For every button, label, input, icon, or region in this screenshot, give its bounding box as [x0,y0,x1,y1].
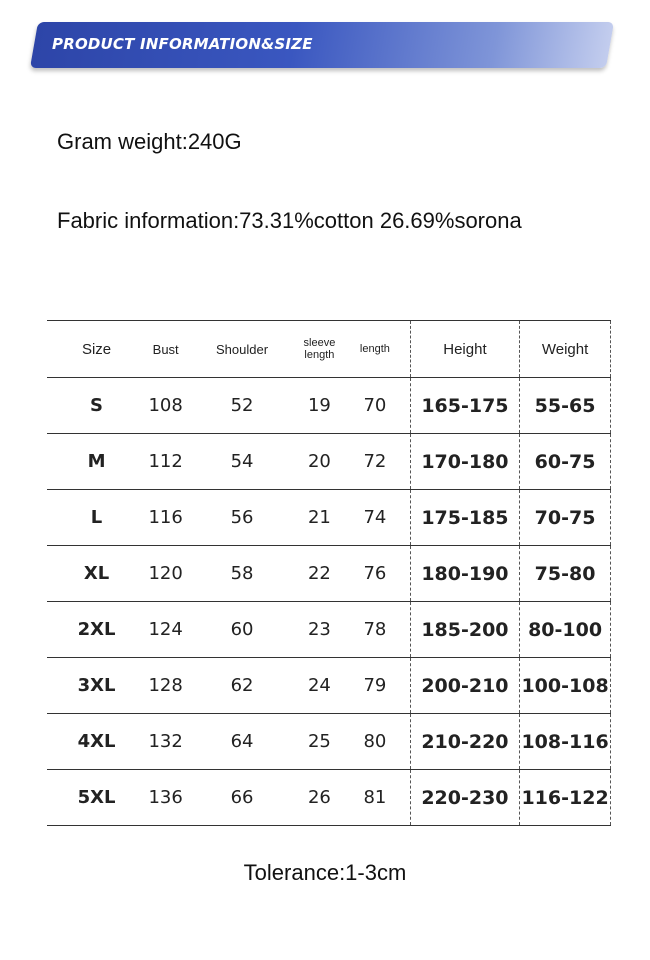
table-row [47,602,611,658]
cell-weight: 108-116 [520,714,611,770]
cell-sleeve-length: 22 [299,546,340,602]
header-bust: Bust [146,321,185,378]
header-height: Height [410,321,519,378]
size-table [47,320,611,826]
cell-sleeve-length: 25 [299,714,340,770]
cell-weight: 55-65 [520,378,611,434]
cell-sleeve-length: 23 [299,602,340,658]
fabric-info-text: Fabric information:73.31%cotton 26.69%sorona [57,208,522,233]
cell-length: 80 [340,714,410,770]
cell-size: 3XL [47,658,146,714]
cell-bust: 132 [146,714,185,770]
cell-shoulder: 52 [185,378,299,434]
cell-size: 5XL [47,770,146,826]
cell-bust: 120 [146,546,185,602]
cell-sleeve-length: 19 [299,378,340,434]
table-row [47,714,611,770]
cell-bust: 112 [146,434,185,490]
cell-shoulder: 56 [185,490,299,546]
cell-bust: 116 [146,490,185,546]
header-weight: Weight [520,321,611,378]
cell-bust: 108 [146,378,185,434]
tolerance-text: Tolerance:1-3cm [243,860,407,885]
cell-height: 200-210 [410,658,519,714]
cell-sleeve-length: 26 [299,770,340,826]
header-shoulder: Shoulder [185,321,299,378]
banner-title: PRODUCT INFORMATION&SIZE [52,35,313,53]
cell-shoulder: 64 [185,714,299,770]
cell-shoulder: 58 [185,546,299,602]
cell-size: S [47,378,146,434]
cell-size: 4XL [47,714,146,770]
cell-shoulder: 54 [185,434,299,490]
cell-weight: 60-75 [520,434,611,490]
header-size: Size [47,321,146,378]
cell-weight: 116-122 [520,770,611,826]
cell-sleeve-length: 21 [299,490,340,546]
cell-height: 180-190 [410,546,519,602]
cell-bust: 128 [146,658,185,714]
cell-size: XL [47,546,146,602]
cell-shoulder: 62 [185,658,299,714]
cell-height: 210-220 [410,714,519,770]
cell-length: 79 [340,658,410,714]
cell-sleeve-length: 20 [299,434,340,490]
cell-shoulder: 66 [185,770,299,826]
cell-height: 175-185 [410,490,519,546]
cell-length: 72 [340,434,410,490]
gram-weight-text: Gram weight:240G [57,129,242,154]
cell-sleeve-length: 24 [299,658,340,714]
table-header-row [47,321,611,378]
cell-height: 185-200 [410,602,519,658]
cell-size: M [47,434,146,490]
table-row [47,658,611,714]
table-row [47,770,611,826]
cell-shoulder: 60 [185,602,299,658]
cell-height: 165-175 [410,378,519,434]
cell-length: 70 [340,378,410,434]
header-length: length [340,321,410,378]
cell-height: 220-230 [410,770,519,826]
cell-weight: 100-108 [520,658,611,714]
header-sleeve-length: sleeve length [299,321,340,378]
cell-length: 74 [340,490,410,546]
cell-size: 2XL [47,602,146,658]
table-row [47,490,611,546]
cell-size: L [47,490,146,546]
table-row [47,378,611,434]
cell-length: 81 [340,770,410,826]
cell-weight: 75-80 [520,546,611,602]
cell-length: 78 [340,602,410,658]
cell-weight: 80-100 [520,602,611,658]
table-row [47,546,611,602]
cell-length: 76 [340,546,410,602]
cell-weight: 70-75 [520,490,611,546]
cell-bust: 124 [146,602,185,658]
cell-bust: 136 [146,770,185,826]
table-row [47,434,611,490]
cell-height: 170-180 [410,434,519,490]
